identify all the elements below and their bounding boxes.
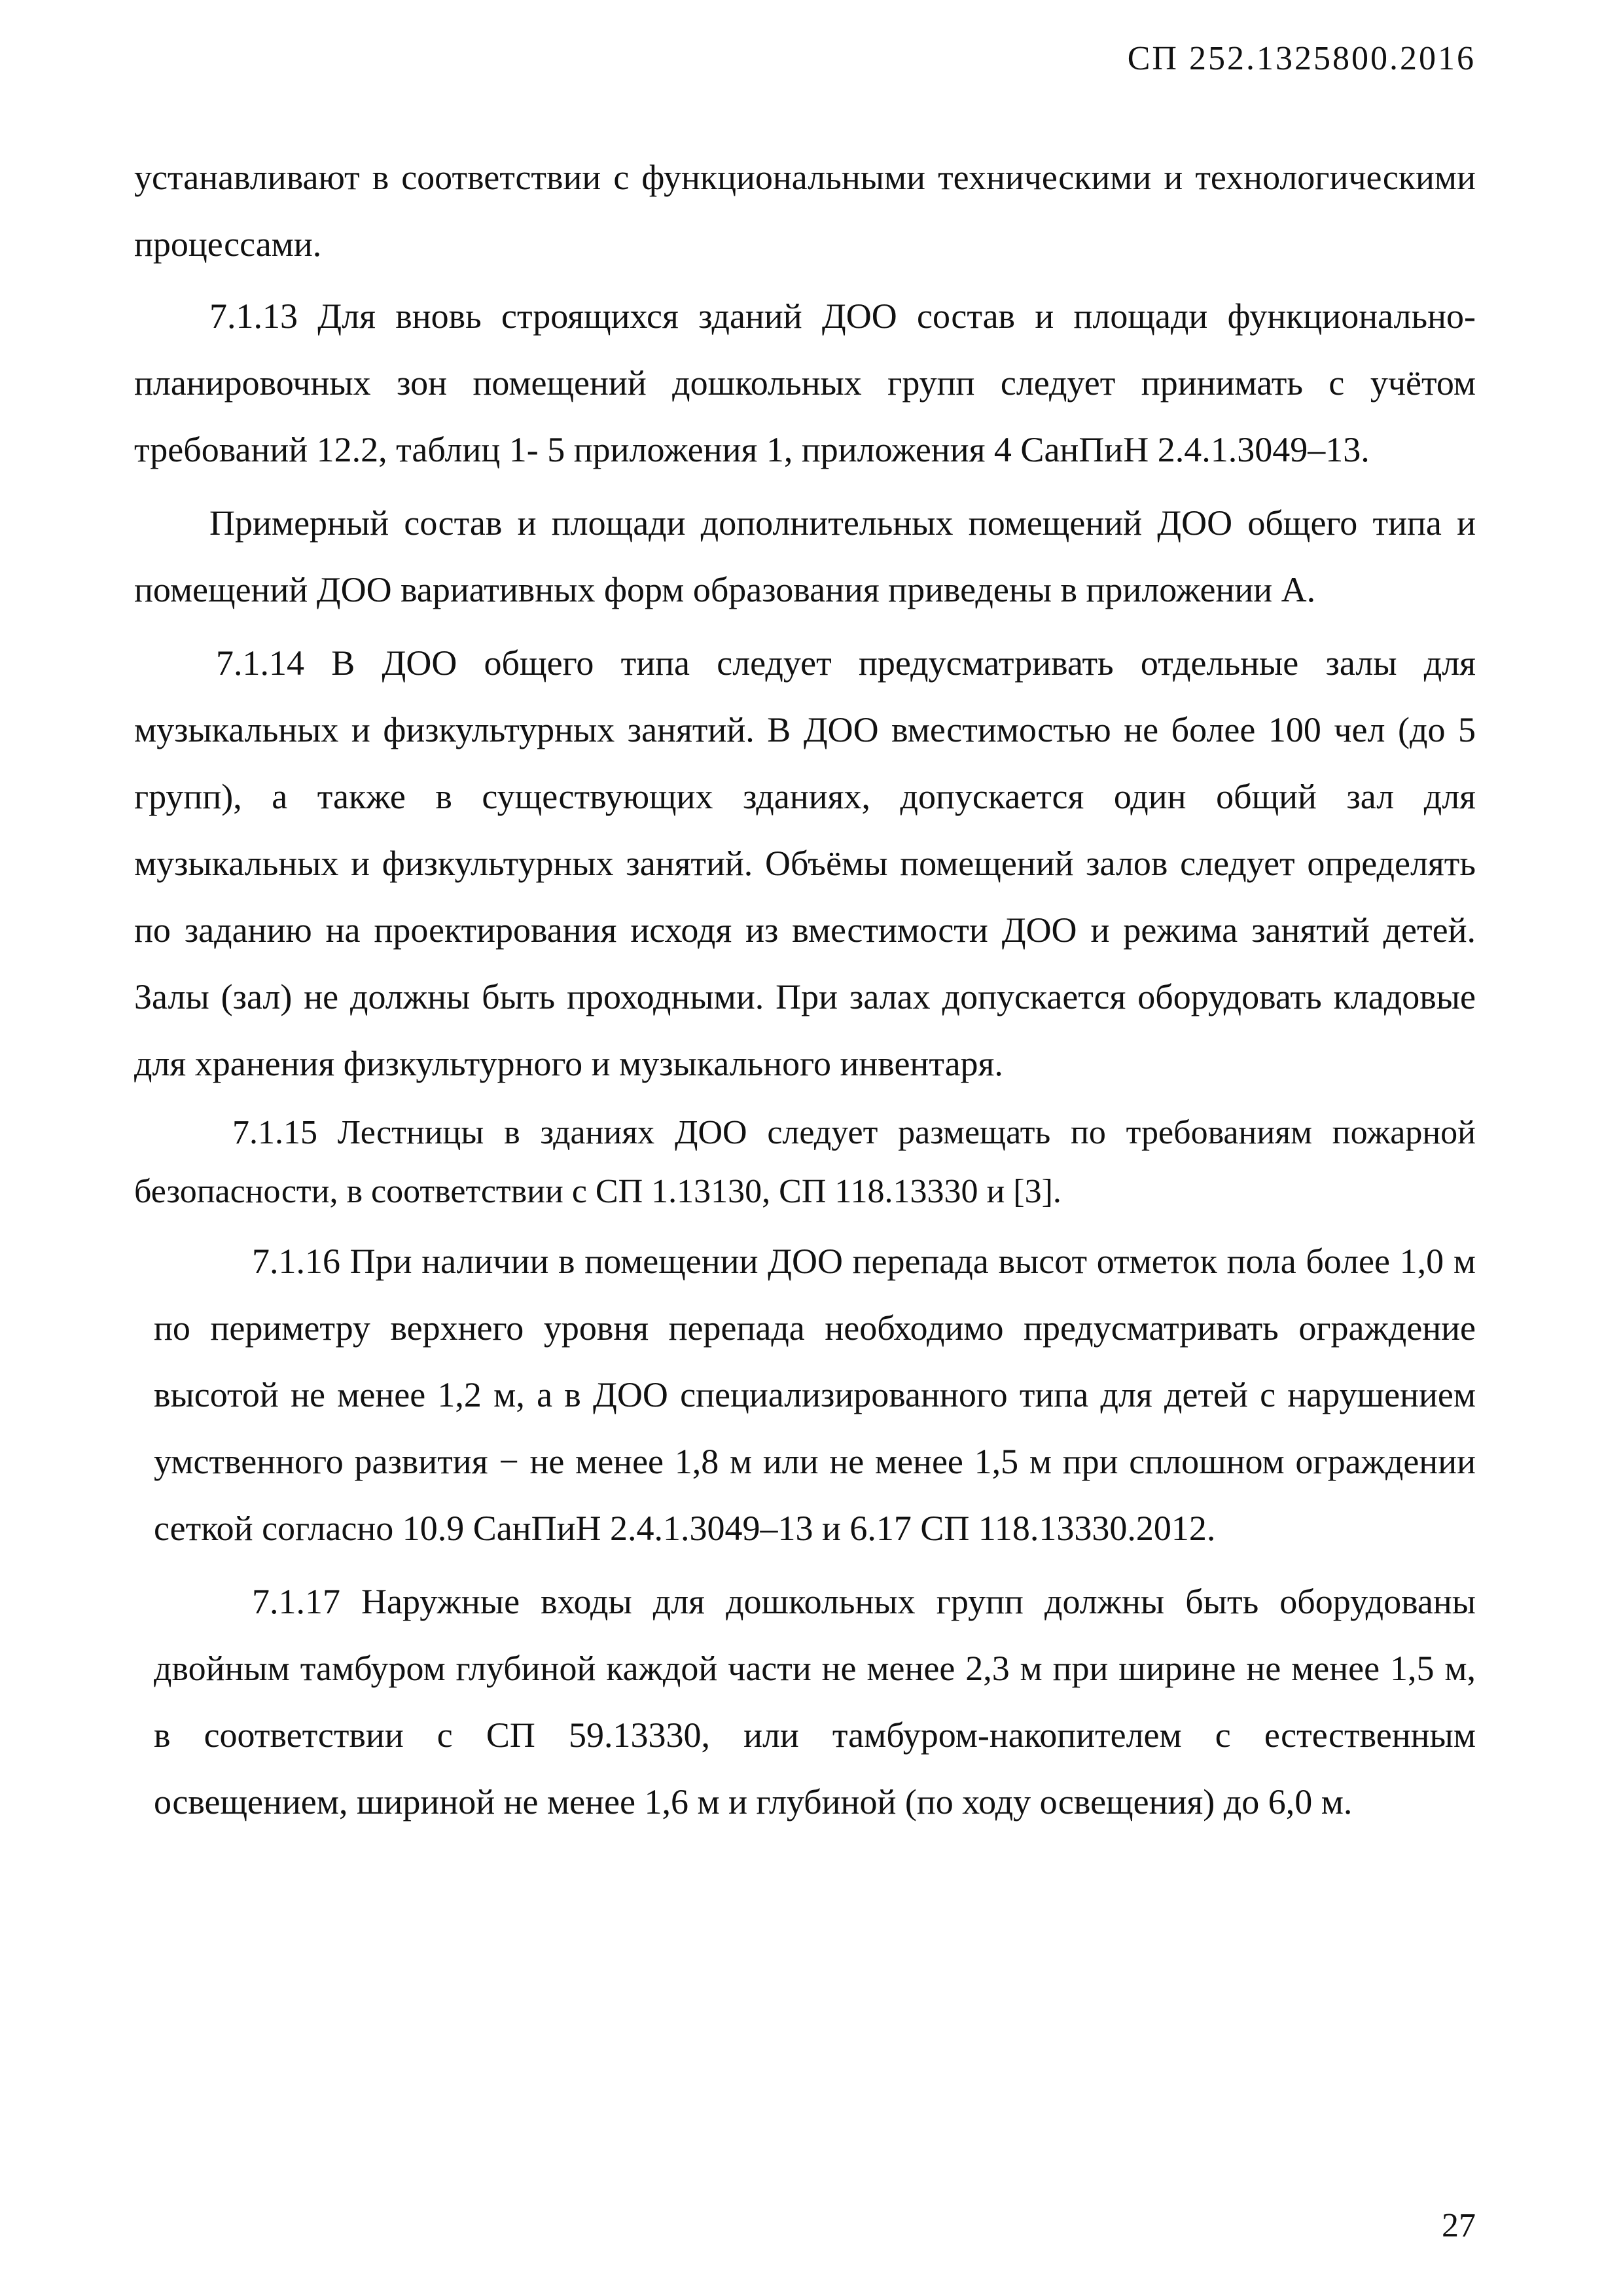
paragraph-7-1-14: 7.1.14 В ДОО общего типа следует предусматривать отдельные залы для музыкальных и физкультурных занятий. В ДОО вместимостью не более 100 чел (до 5 групп), а также в существующих зданиях, допускается один общий зал для музыкальных и физкультурных занятий. Объёмы помещений залов следует определять по заданию на проектирования исходя из вместимости ДОО и режима занятий детей. Залы (зал) не должны быть проходными. При залах допускается оборудовать кладовые для хранения физкультурного и музыкального инвентаря. <box>134 643 1476 1083</box>
paragraph-7-1-13: 7.1.13 Для вновь строящихся зданий ДОО состав и площади функционально-планировочных зон помещений дошкольных групп следует принимать с учётом требований 12.2, таблиц 1- 5 приложения 1, приложения 4 СанПиН 2.4.1.3049–13. <box>134 296 1476 469</box>
paragraph-continuation: устанавливают в соответствии с функциональными техническими и технологическими процессами. <box>134 158 1476 264</box>
paragraph-7-1-15: 7.1.15 Лестницы в зданиях ДОО следует размещать по требованиям пожарной безопасности, в соответствии с СП 1.13130, СП 118.13330 и [3]. <box>134 1114 1476 1210</box>
document-code-header: СП 252.1325800.2016 <box>1127 40 1476 77</box>
page-number: 27 <box>1442 2207 1476 2244</box>
paragraph-additional-rooms: Примерный состав и площади дополнительных помещений ДОО общего типа и помещений ДОО вариативных форм образования приведены в приложении А. <box>134 503 1476 609</box>
document-body <box>134 144 1476 1835</box>
paragraph-7-1-17: 7.1.17 Наружные входы для дошкольных групп должны быть оборудованы двойным тамбуром глубиной каждой части не менее 2,3 м при ширине не менее 1,5 м, в соответствии с СП 59.13330, или тамбуром-накопителем с естественным освещением, шириной не менее 1,6 м и глубиной (по ходу освещения) до 6,0 м. <box>154 1582 1476 1821</box>
paragraph-7-1-16: 7.1.16 При наличии в помещении ДОО перепада высот отметок пола более 1,0 м по периметру верхнего уровня перепада необходимо предусматривать ограждение высотой не менее 1,2 м, а в ДОО специализированного типа для детей с нарушением умственного развития − не менее 1,8 м или не менее 1,5 м при сплошном ограждении сеткой согласно 10.9 СанПиН 2.4.1.3049–13 и 6.17 СП 118.13330.2012. <box>154 1242 1476 1548</box>
